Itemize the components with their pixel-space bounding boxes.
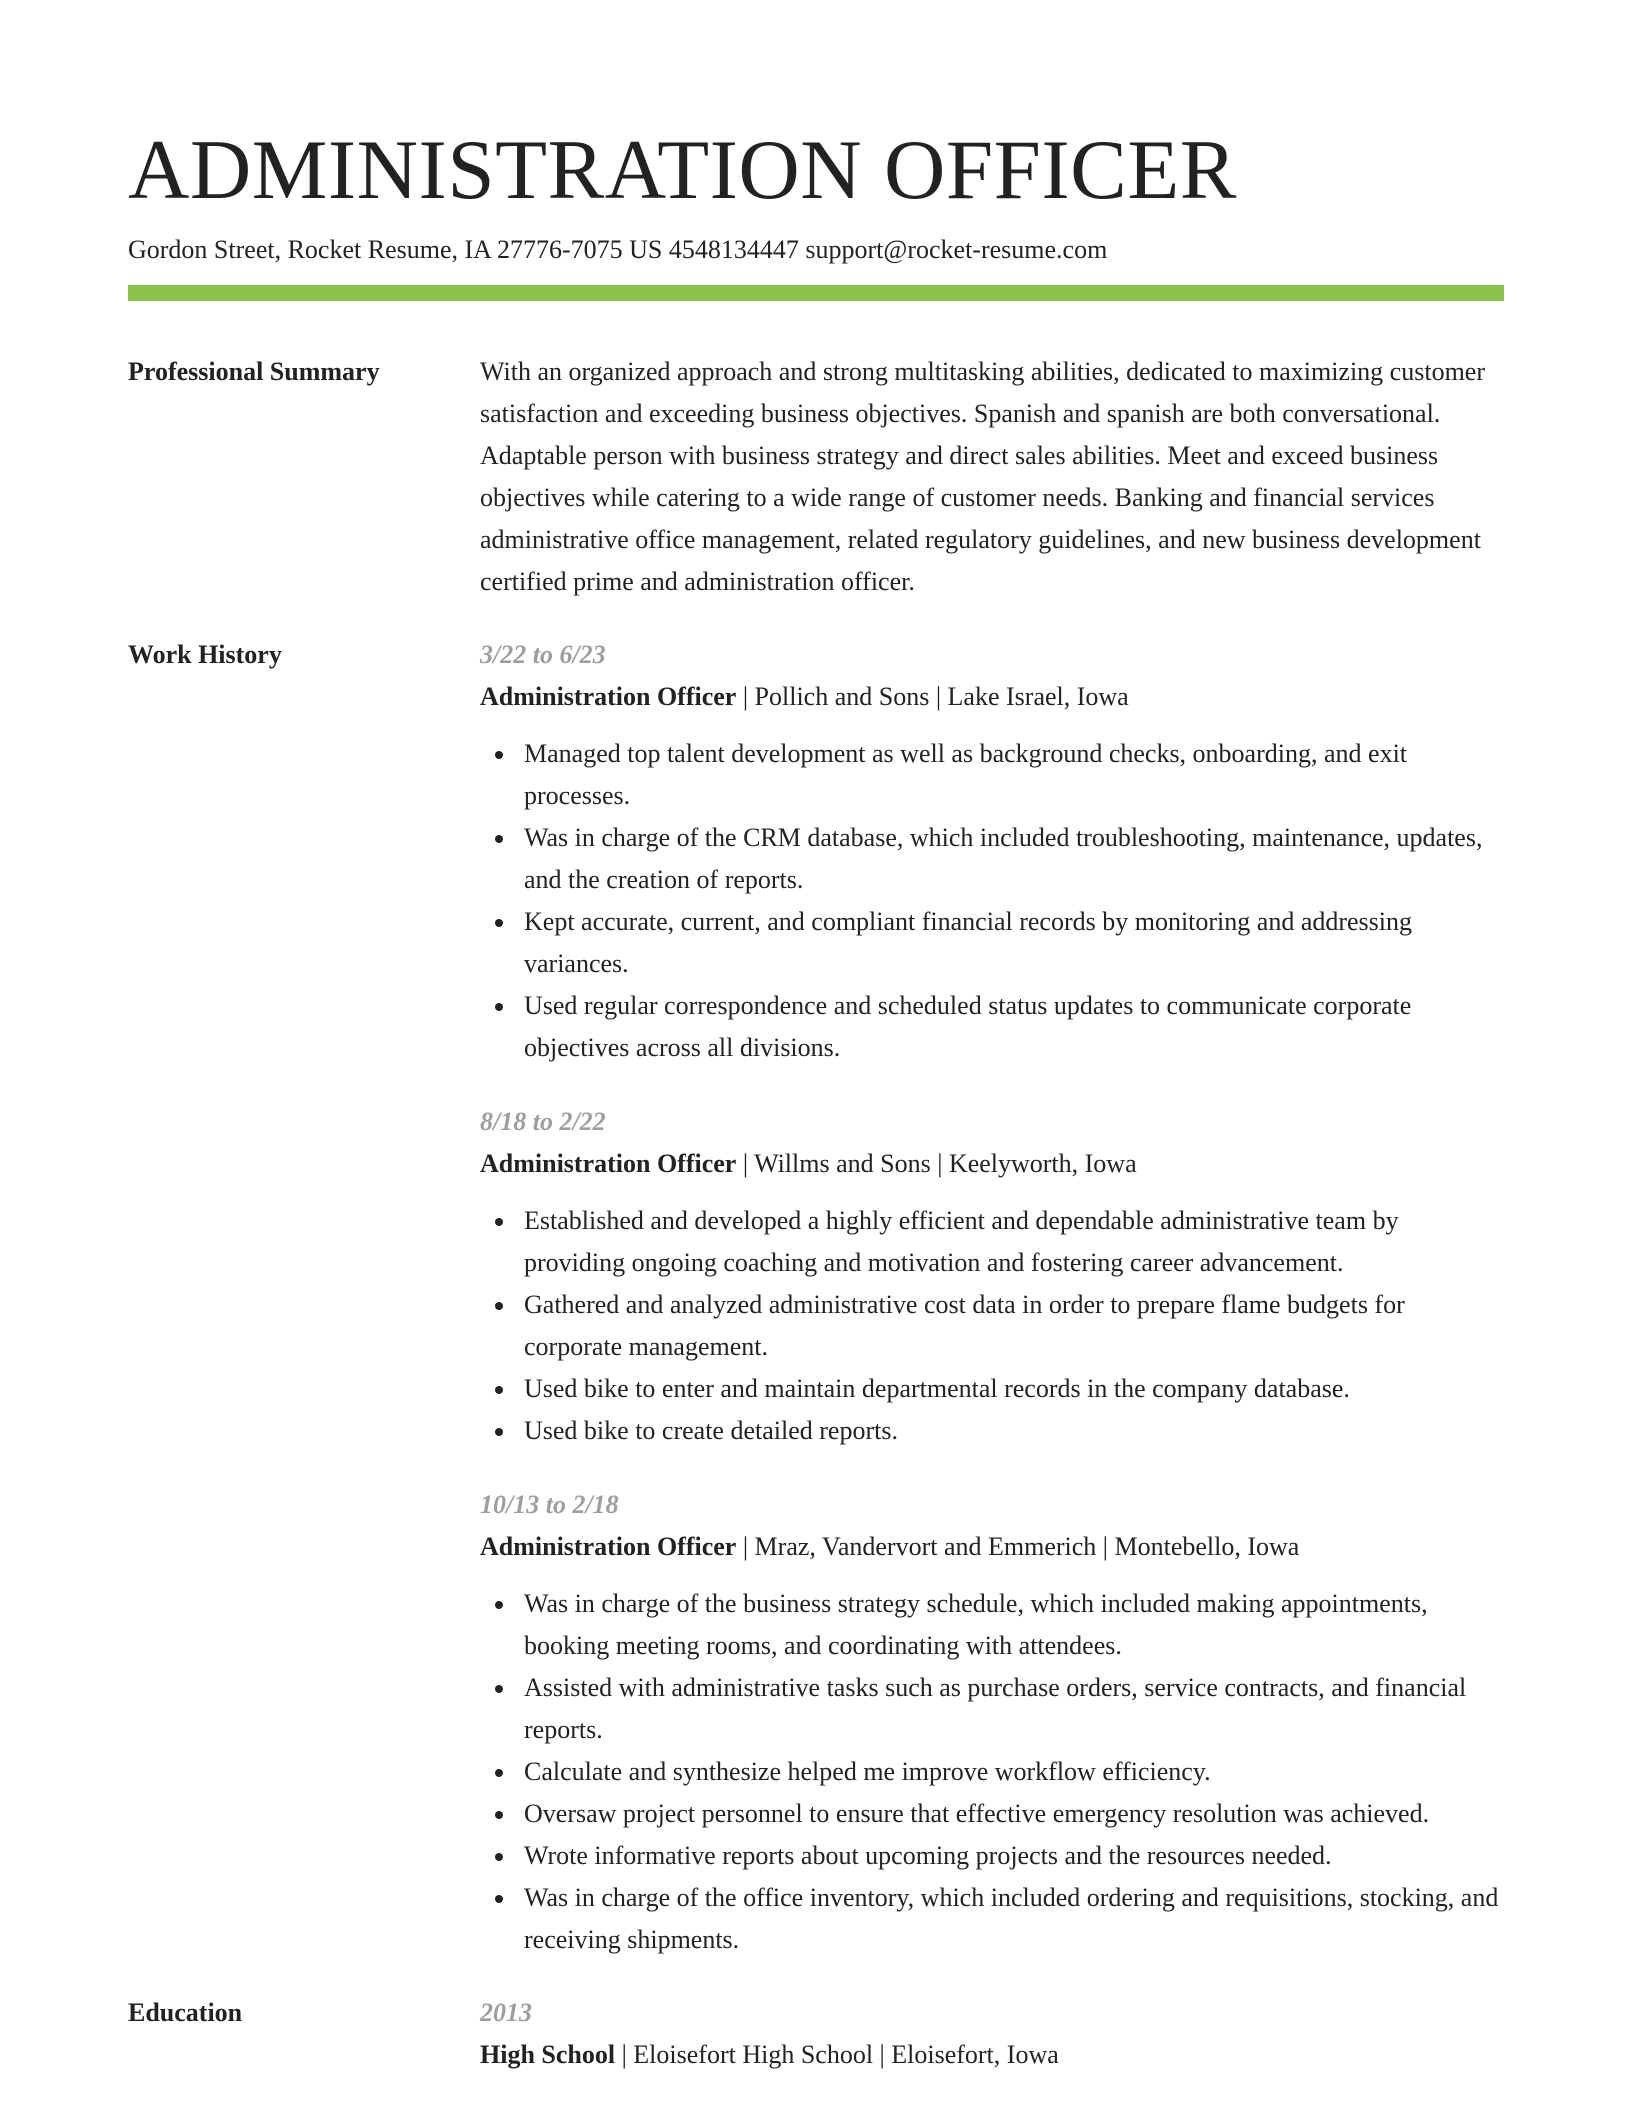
jobs-list — [480, 634, 1504, 1961]
job-title: Administration Officer — [480, 682, 737, 711]
resume-page — [128, 0, 1504, 2076]
contact-info: Gordon Street, Rocket Resume, IA 27776-7075 US 4548134447 support@rocket-resume.com — [128, 235, 1108, 264]
job-bullets — [480, 733, 1504, 1069]
bullet-item: Was in charge of the CRM database, which included troubleshooting, maintenance, updates, and the creation of reports. — [524, 817, 1504, 901]
bullet-item: Established and developed a highly efficient and dependable administrative team by providing ongoing coaching and motivation and fostering career advancement. — [524, 1200, 1504, 1284]
bullet-item: Used bike to enter and maintain departmental records in the company database. — [524, 1368, 1504, 1410]
bullet-item: Managed top talent development as well as background checks, onboarding, and exit processes. — [524, 733, 1504, 817]
job-title: Administration Officer — [480, 1149, 737, 1178]
education-line — [480, 2034, 1504, 2076]
job-company-location: | Willms and Sons | Keelyworth, Iowa — [736, 1149, 1137, 1178]
job-dates: 8/18 to 2/22 — [480, 1107, 606, 1136]
job-title-line — [480, 1526, 1504, 1568]
education-dates: 2013 — [480, 1998, 532, 2027]
bullet-item: Gathered and analyzed administrative cost data in order to prepare flame budgets for corporate management. — [524, 1284, 1504, 1368]
bullet-item: Wrote informative reports about upcoming projects and the resources needed. — [524, 1835, 1504, 1877]
candidate-name: ADMINISTRATION OFFICER — [128, 123, 1237, 217]
job-company-location: | Pollich and Sons | Lake Israel, Iowa — [736, 682, 1129, 711]
job-dates: 3/22 to 6/23 — [480, 640, 606, 669]
bullet-item: Assisted with administrative tasks such as purchase orders, service contracts, and financial reports. — [524, 1667, 1504, 1751]
education-section — [128, 1992, 1504, 2076]
bullet-item: Calculate and synthesize helped me improve workflow efficiency. — [524, 1751, 1504, 1793]
job-dates: 10/13 to 2/18 — [480, 1490, 619, 1519]
education-degree: High School — [480, 2040, 616, 2069]
job-bullets — [480, 1200, 1504, 1452]
job-title-line — [480, 1143, 1504, 1185]
bullet-item: Was in charge of the office inventory, which included ordering and requisitions, stocking, and receiving shipments. — [524, 1877, 1504, 1961]
section-heading-education: Education — [128, 1998, 243, 2027]
job-title: Administration Officer — [480, 1532, 737, 1561]
bullet-item: Used regular correspondence and scheduled status updates to communicate corporate objectives across all divisions. — [524, 985, 1504, 1069]
education-entry — [480, 1992, 1504, 2076]
bullet-item: Oversaw project personnel to ensure that effective emergency resolution was achieved. — [524, 1793, 1504, 1835]
education-list — [480, 1992, 1504, 2076]
professional-summary-section — [128, 351, 1504, 603]
section-heading-work-history: Work History — [128, 640, 282, 669]
bullet-item: Kept accurate, current, and compliant financial records by monitoring and addressing variances. — [524, 901, 1504, 985]
summary-text: With an organized approach and strong multitasking abilities, dedicated to maximizing customer satisfaction and exceeding business objectives. Spanish and spanish are both conversational. Adaptable person with business strategy and direct sales abilities. Meet and exceed business objectives while catering to a wide range of customer needs. Banking and financial services administrative office management, related regulatory guidelines, and new business development certified prime and administration officer. — [480, 357, 1485, 596]
job-title-line — [480, 676, 1504, 718]
job-company-location: | Mraz, Vandervort and Emmerich | Montebello, Iowa — [736, 1532, 1300, 1561]
job-entry — [480, 634, 1504, 1069]
header-divider — [128, 285, 1504, 301]
work-history-section — [128, 634, 1504, 1961]
bullet-item: Was in charge of the business strategy schedule, which included making appointments, booking meeting rooms, and coordinating with attendees. — [524, 1583, 1504, 1667]
job-entry — [480, 1484, 1504, 1961]
education-school-location: | Eloisefort High School | Eloisefort, Iowa — [615, 2040, 1059, 2069]
job-bullets — [480, 1583, 1504, 1961]
job-entry — [480, 1101, 1504, 1452]
section-heading-summary: Professional Summary — [128, 357, 380, 386]
bullet-item: Used bike to create detailed reports. — [524, 1410, 1504, 1452]
